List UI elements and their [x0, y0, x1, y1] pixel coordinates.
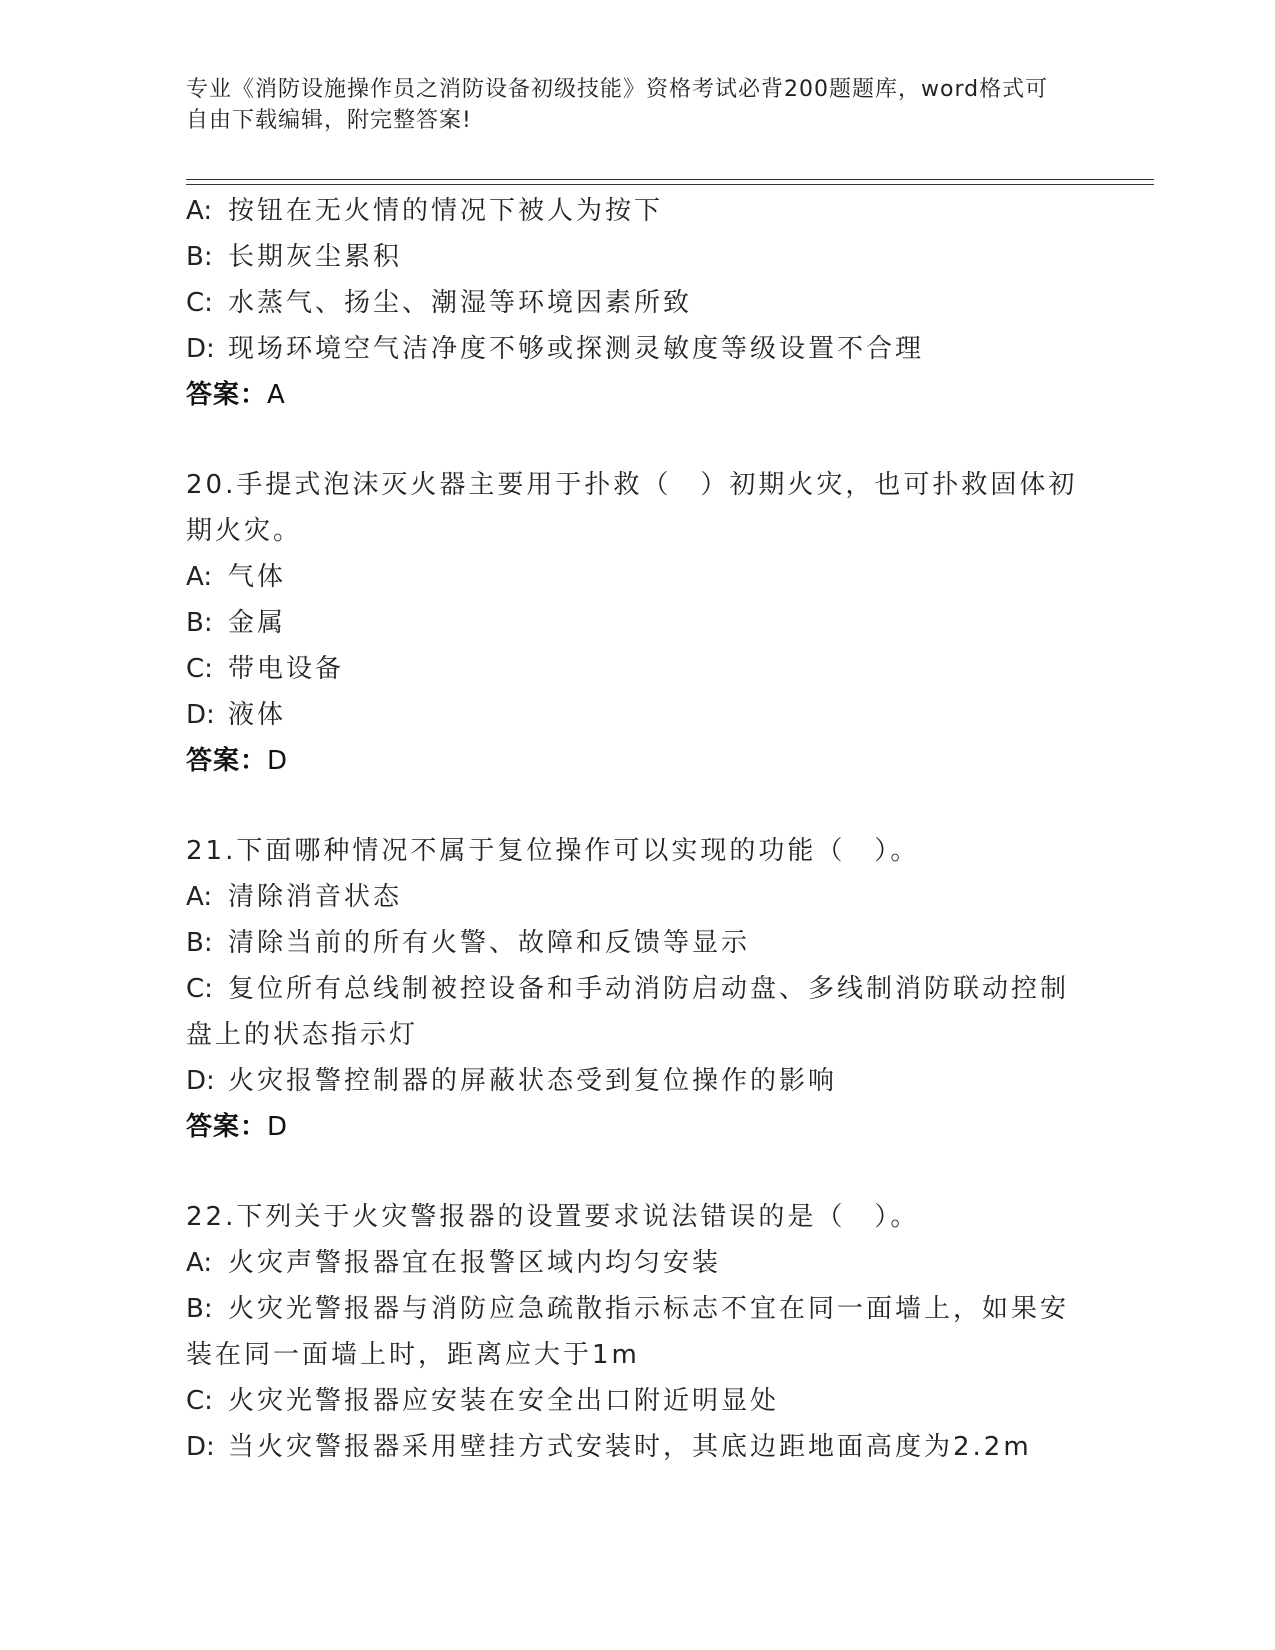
answer: 答案：D — [186, 1112, 289, 1142]
option-c: C: 水蒸气、扬尘、潮湿等环境因素所致 — [186, 288, 693, 318]
question-block — [186, 828, 1086, 1150]
option-d: D: 火灾报警控制器的屏蔽状态受到复位操作的影响 — [186, 1066, 838, 1096]
option-a: A: 气体 — [186, 562, 287, 592]
answer: 答案：D — [186, 746, 289, 776]
option-a: A: 清除消音状态 — [186, 882, 403, 912]
question-text: 21.下面哪种情况不属于复位操作可以实现的功能（ ）。 — [186, 836, 920, 866]
answer: 答案：A — [186, 380, 286, 410]
option-b: B: 清除当前的所有火警、故障和反馈等显示 — [186, 928, 751, 958]
document-header: 专业《消防设施操作员之消防设备初级技能》资格考试必背200题题库，word格式可自由下载编辑，附完整答案! — [186, 77, 1049, 133]
option-d: D: 当火灾警报器采用壁挂方式安装时，其底边距地面高度为2.2m — [186, 1432, 1032, 1462]
question-list — [186, 188, 1086, 1470]
question-text: 22.下列关于火灾警报器的设置要求说法错误的是（ ）。 — [186, 1202, 920, 1232]
option-c: C: 火灾光警报器应安装在安全出口附近明显处 — [186, 1386, 780, 1416]
option-c: C: 带电设备 — [186, 654, 345, 684]
header-rule-top — [186, 179, 1154, 180]
question-block — [186, 462, 1086, 784]
question-block — [186, 188, 1086, 418]
question-text: 20.手提式泡沫灭火器主要用于扑救（ ）初期火灾，也可扑救固体初期火灾。 — [186, 470, 1078, 546]
option-a: A: 按钮在无火情的情况下被人为按下 — [186, 196, 664, 226]
header-rule-bottom — [186, 184, 1154, 185]
option-a: A: 火灾声警报器宜在报警区域内均匀安装 — [186, 1248, 722, 1278]
option-b: B: 长期灰尘累积 — [186, 242, 403, 272]
question-block — [186, 1194, 1086, 1470]
option-b: B: 火灾光警报器与消防应急疏散指示标志不宜在同一面墙上，如果安装在同一面墙上时，距离应大于1m — [186, 1294, 1070, 1370]
option-d: D: 液体 — [186, 700, 287, 730]
option-c: C: 复位所有总线制被控设备和手动消防启动盘、多线制消防联动控制盘上的状态指示灯 — [186, 974, 1070, 1050]
option-d: D: 现场环境空气洁净度不够或探测灵敏度等级设置不合理 — [186, 334, 925, 364]
option-b: B: 金属 — [186, 608, 287, 638]
